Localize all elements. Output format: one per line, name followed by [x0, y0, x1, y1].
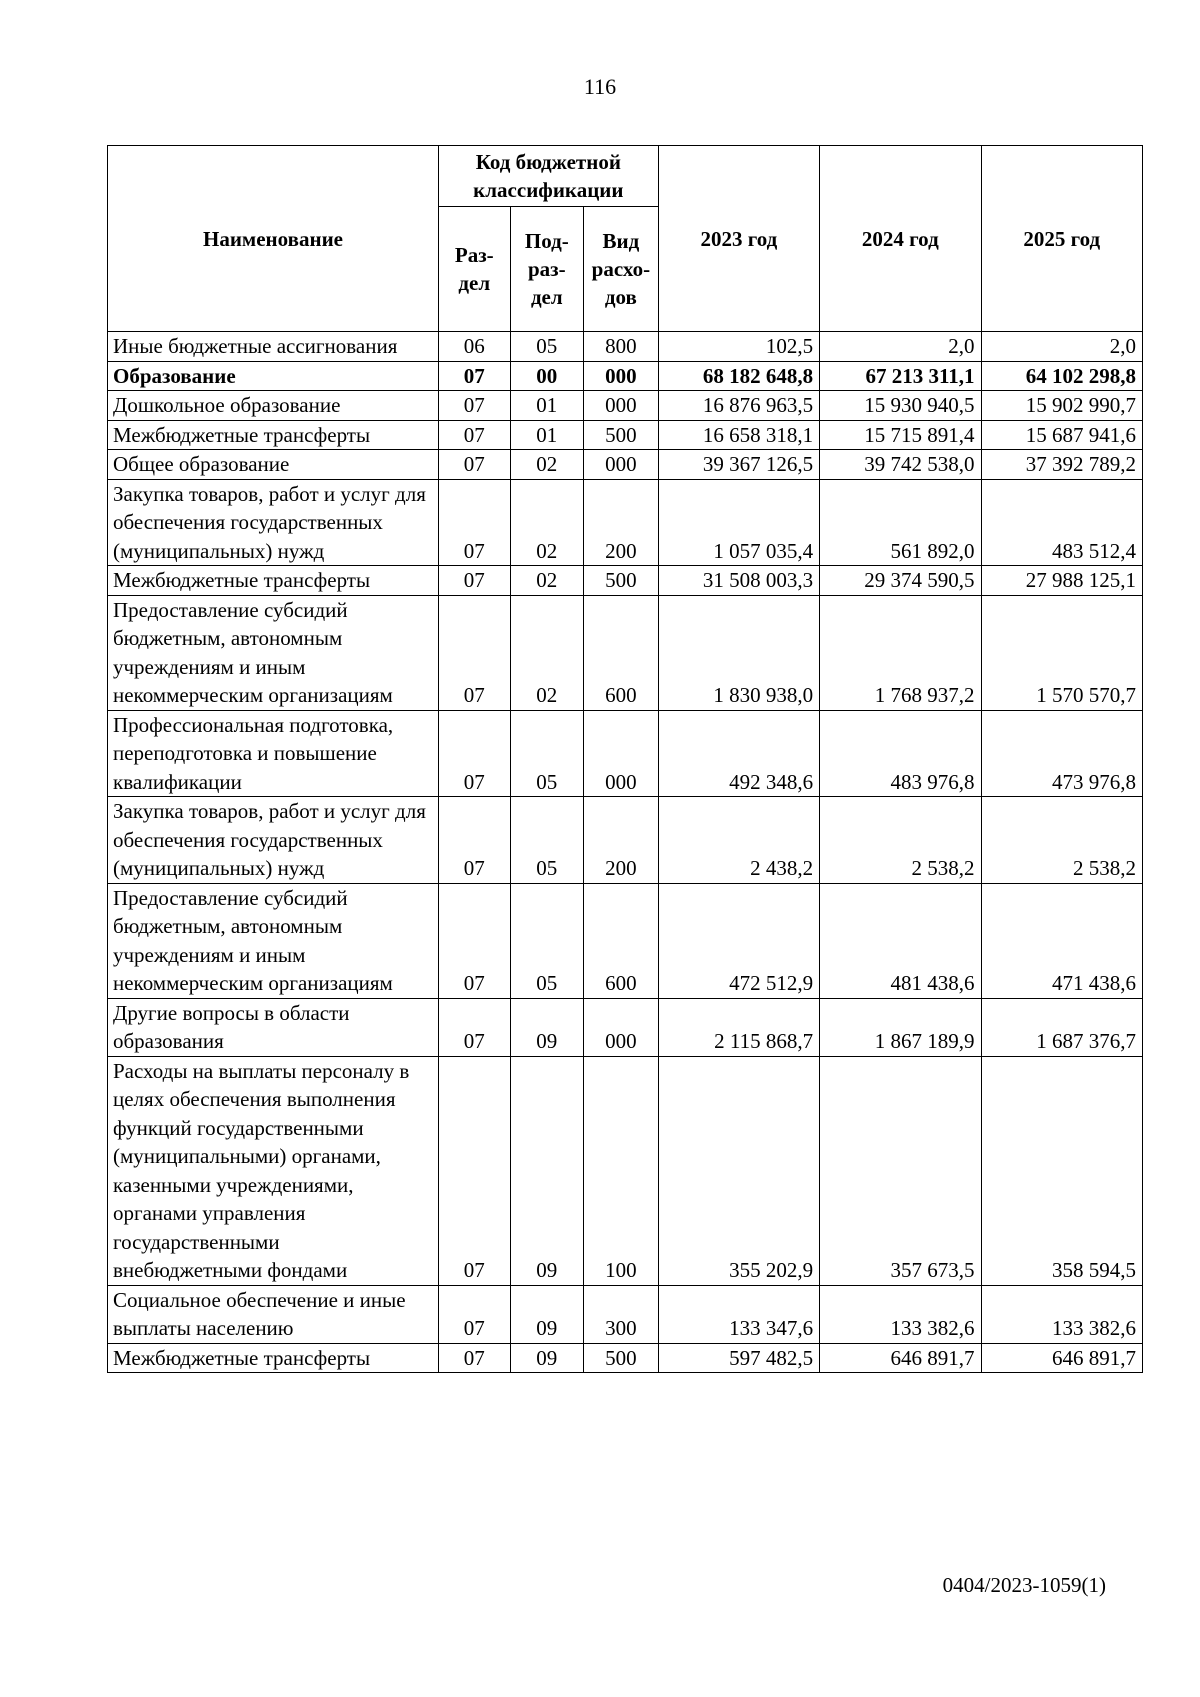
row-section: 06 [439, 332, 511, 362]
table-row [108, 710, 1143, 797]
row-subsection: 05 [510, 797, 584, 884]
row-2023-value: 16 876 963,5 [658, 391, 819, 421]
row-subsection: 05 [510, 883, 584, 998]
row-name: Общее образование [108, 450, 439, 480]
row-name: Иные бюджетные ассигнования [108, 332, 439, 362]
row-section: 07 [439, 1285, 511, 1343]
row-2024-value: 483 976,8 [820, 710, 981, 797]
row-2023-value: 16 658 318,1 [658, 420, 819, 450]
row-name: Межбюджетные трансферты [108, 1343, 439, 1373]
table-row [108, 1056, 1143, 1285]
row-expense-type: 200 [584, 479, 659, 566]
row-subsection: 02 [510, 450, 584, 480]
row-2025-value: 64 102 298,8 [981, 361, 1142, 391]
row-2024-value: 15 715 891,4 [820, 420, 981, 450]
row-subsection: 09 [510, 1343, 584, 1373]
row-subsection: 02 [510, 479, 584, 566]
row-2023-value: 492 348,6 [658, 710, 819, 797]
row-2024-value: 15 930 940,5 [820, 391, 981, 421]
row-subsection: 02 [510, 595, 584, 710]
row-2025-value: 1 687 376,7 [981, 998, 1142, 1056]
row-expense-type: 600 [584, 595, 659, 710]
row-subsection: 09 [510, 1056, 584, 1285]
table-row [108, 332, 1143, 362]
row-2023-value: 472 512,9 [658, 883, 819, 998]
row-subsection: 00 [510, 361, 584, 391]
row-2023-value: 2 438,2 [658, 797, 819, 884]
row-expense-type: 300 [584, 1285, 659, 1343]
row-2024-value: 2,0 [820, 332, 981, 362]
row-2024-value: 133 382,6 [820, 1285, 981, 1343]
table-row [108, 450, 1143, 480]
row-section: 07 [439, 998, 511, 1056]
row-name: Предоставление субсидий бюджетным, автономным учреждениям и иным некоммерческим организациям [108, 883, 439, 998]
row-section: 07 [439, 479, 511, 566]
row-section: 07 [439, 1343, 511, 1373]
table-row [108, 566, 1143, 596]
row-2024-value: 1 768 937,2 [820, 595, 981, 710]
row-subsection: 01 [510, 420, 584, 450]
table-row [108, 420, 1143, 450]
row-2025-value: 2,0 [981, 332, 1142, 362]
row-2025-value: 483 512,4 [981, 479, 1142, 566]
row-name: Предоставление субсидий бюджетным, автономным учреждениям и иным некоммерческим организациям [108, 595, 439, 710]
header-2024: 2024 год [820, 146, 981, 332]
row-name: Межбюджетные трансферты [108, 566, 439, 596]
row-expense-type: 000 [584, 710, 659, 797]
row-subsection: 09 [510, 998, 584, 1056]
row-2024-value: 1 867 189,9 [820, 998, 981, 1056]
header-subsection: Под-раз-дел [510, 207, 584, 332]
row-2024-value: 481 438,6 [820, 883, 981, 998]
header-name: Наименование [108, 146, 439, 332]
page-number: 116 [583, 74, 617, 99]
row-expense-type: 000 [584, 998, 659, 1056]
row-2023-value: 1 830 938,0 [658, 595, 819, 710]
row-2023-value: 355 202,9 [658, 1056, 819, 1285]
row-2023-value: 133 347,6 [658, 1285, 819, 1343]
row-2025-value: 2 538,2 [981, 797, 1142, 884]
row-2025-value: 37 392 789,2 [981, 450, 1142, 480]
row-2023-value: 1 057 035,4 [658, 479, 819, 566]
row-2024-value: 561 892,0 [820, 479, 981, 566]
header-expense-type: Вид расхо-дов [584, 207, 659, 332]
row-2023-value: 597 482,5 [658, 1343, 819, 1373]
row-name: Межбюджетные трансферты [108, 420, 439, 450]
row-2023-value: 102,5 [658, 332, 819, 362]
header-2023: 2023 год [658, 146, 819, 332]
row-2025-value: 471 438,6 [981, 883, 1142, 998]
budget-table [107, 145, 1143, 1373]
table-row [108, 1343, 1143, 1373]
row-2023-value: 39 367 126,5 [658, 450, 819, 480]
row-expense-type: 000 [584, 361, 659, 391]
row-name: Дошкольное образование [108, 391, 439, 421]
row-expense-type: 600 [584, 883, 659, 998]
table-body [108, 332, 1143, 1373]
row-section: 07 [439, 595, 511, 710]
row-2024-value: 357 673,5 [820, 1056, 981, 1285]
row-expense-type: 800 [584, 332, 659, 362]
row-2025-value: 133 382,6 [981, 1285, 1142, 1343]
row-section: 07 [439, 1056, 511, 1285]
row-section: 07 [439, 883, 511, 998]
row-2023-value: 68 182 648,8 [658, 361, 819, 391]
row-name: Образование [108, 361, 439, 391]
row-expense-type: 500 [584, 420, 659, 450]
row-section: 07 [439, 710, 511, 797]
row-name: Профессиональная подготовка, переподготовка и повышение квалификации [108, 710, 439, 797]
row-expense-type: 200 [584, 797, 659, 884]
table-row [108, 797, 1143, 884]
row-2024-value: 646 891,7 [820, 1343, 981, 1373]
row-section: 07 [439, 450, 511, 480]
table-row [108, 361, 1143, 391]
row-name: Другие вопросы в области образования [108, 998, 439, 1056]
row-2025-value: 15 687 941,6 [981, 420, 1142, 450]
table-row [108, 391, 1143, 421]
row-section: 07 [439, 420, 511, 450]
row-expense-type: 100 [584, 1056, 659, 1285]
row-subsection: 02 [510, 566, 584, 596]
row-section: 07 [439, 566, 511, 596]
row-expense-type: 500 [584, 1343, 659, 1373]
row-2024-value: 2 538,2 [820, 797, 981, 884]
row-2025-value: 15 902 990,7 [981, 391, 1142, 421]
row-expense-type: 000 [584, 391, 659, 421]
row-2025-value: 27 988 125,1 [981, 566, 1142, 596]
row-subsection: 05 [510, 332, 584, 362]
table-row [108, 883, 1143, 998]
row-name: Расходы на выплаты персоналу в целях обеспечения выполнения функций государственными (муниципальными) органами, казенными учреждениями, органами управления государственными внебюджетными фондами [108, 1056, 439, 1285]
row-name: Закупка товаров, работ и услуг для обеспечения государственных (муниципальных) нужд [108, 797, 439, 884]
table-row [108, 479, 1143, 566]
table-row [108, 998, 1143, 1056]
row-subsection: 01 [510, 391, 584, 421]
row-expense-type: 000 [584, 450, 659, 480]
row-2025-value: 473 976,8 [981, 710, 1142, 797]
row-section: 07 [439, 797, 511, 884]
row-section: 07 [439, 361, 511, 391]
row-subsection: 09 [510, 1285, 584, 1343]
header-section: Раз-дел [439, 207, 511, 332]
row-expense-type: 500 [584, 566, 659, 596]
header-classification: Код бюджетной классификации [439, 146, 659, 207]
row-2024-value: 29 374 590,5 [820, 566, 981, 596]
row-2025-value: 1 570 570,7 [981, 595, 1142, 710]
row-section: 07 [439, 391, 511, 421]
row-2025-value: 646 891,7 [981, 1343, 1142, 1373]
table-header [108, 146, 1143, 332]
row-2024-value: 39 742 538,0 [820, 450, 981, 480]
row-2024-value: 67 213 311,1 [820, 361, 981, 391]
row-2023-value: 31 508 003,3 [658, 566, 819, 596]
row-subsection: 05 [510, 710, 584, 797]
row-name: Закупка товаров, работ и услуг для обеспечения государственных (муниципальных) нужд [108, 479, 439, 566]
row-2025-value: 358 594,5 [981, 1056, 1142, 1285]
table-row [108, 595, 1143, 710]
header-2025: 2025 год [981, 146, 1142, 332]
table-row [108, 1285, 1143, 1343]
row-name: Социальное обеспечение и иные выплаты населению [108, 1285, 439, 1343]
document-code: 0404/2023-1059(1) [942, 1573, 1106, 1597]
row-2023-value: 2 115 868,7 [658, 998, 819, 1056]
